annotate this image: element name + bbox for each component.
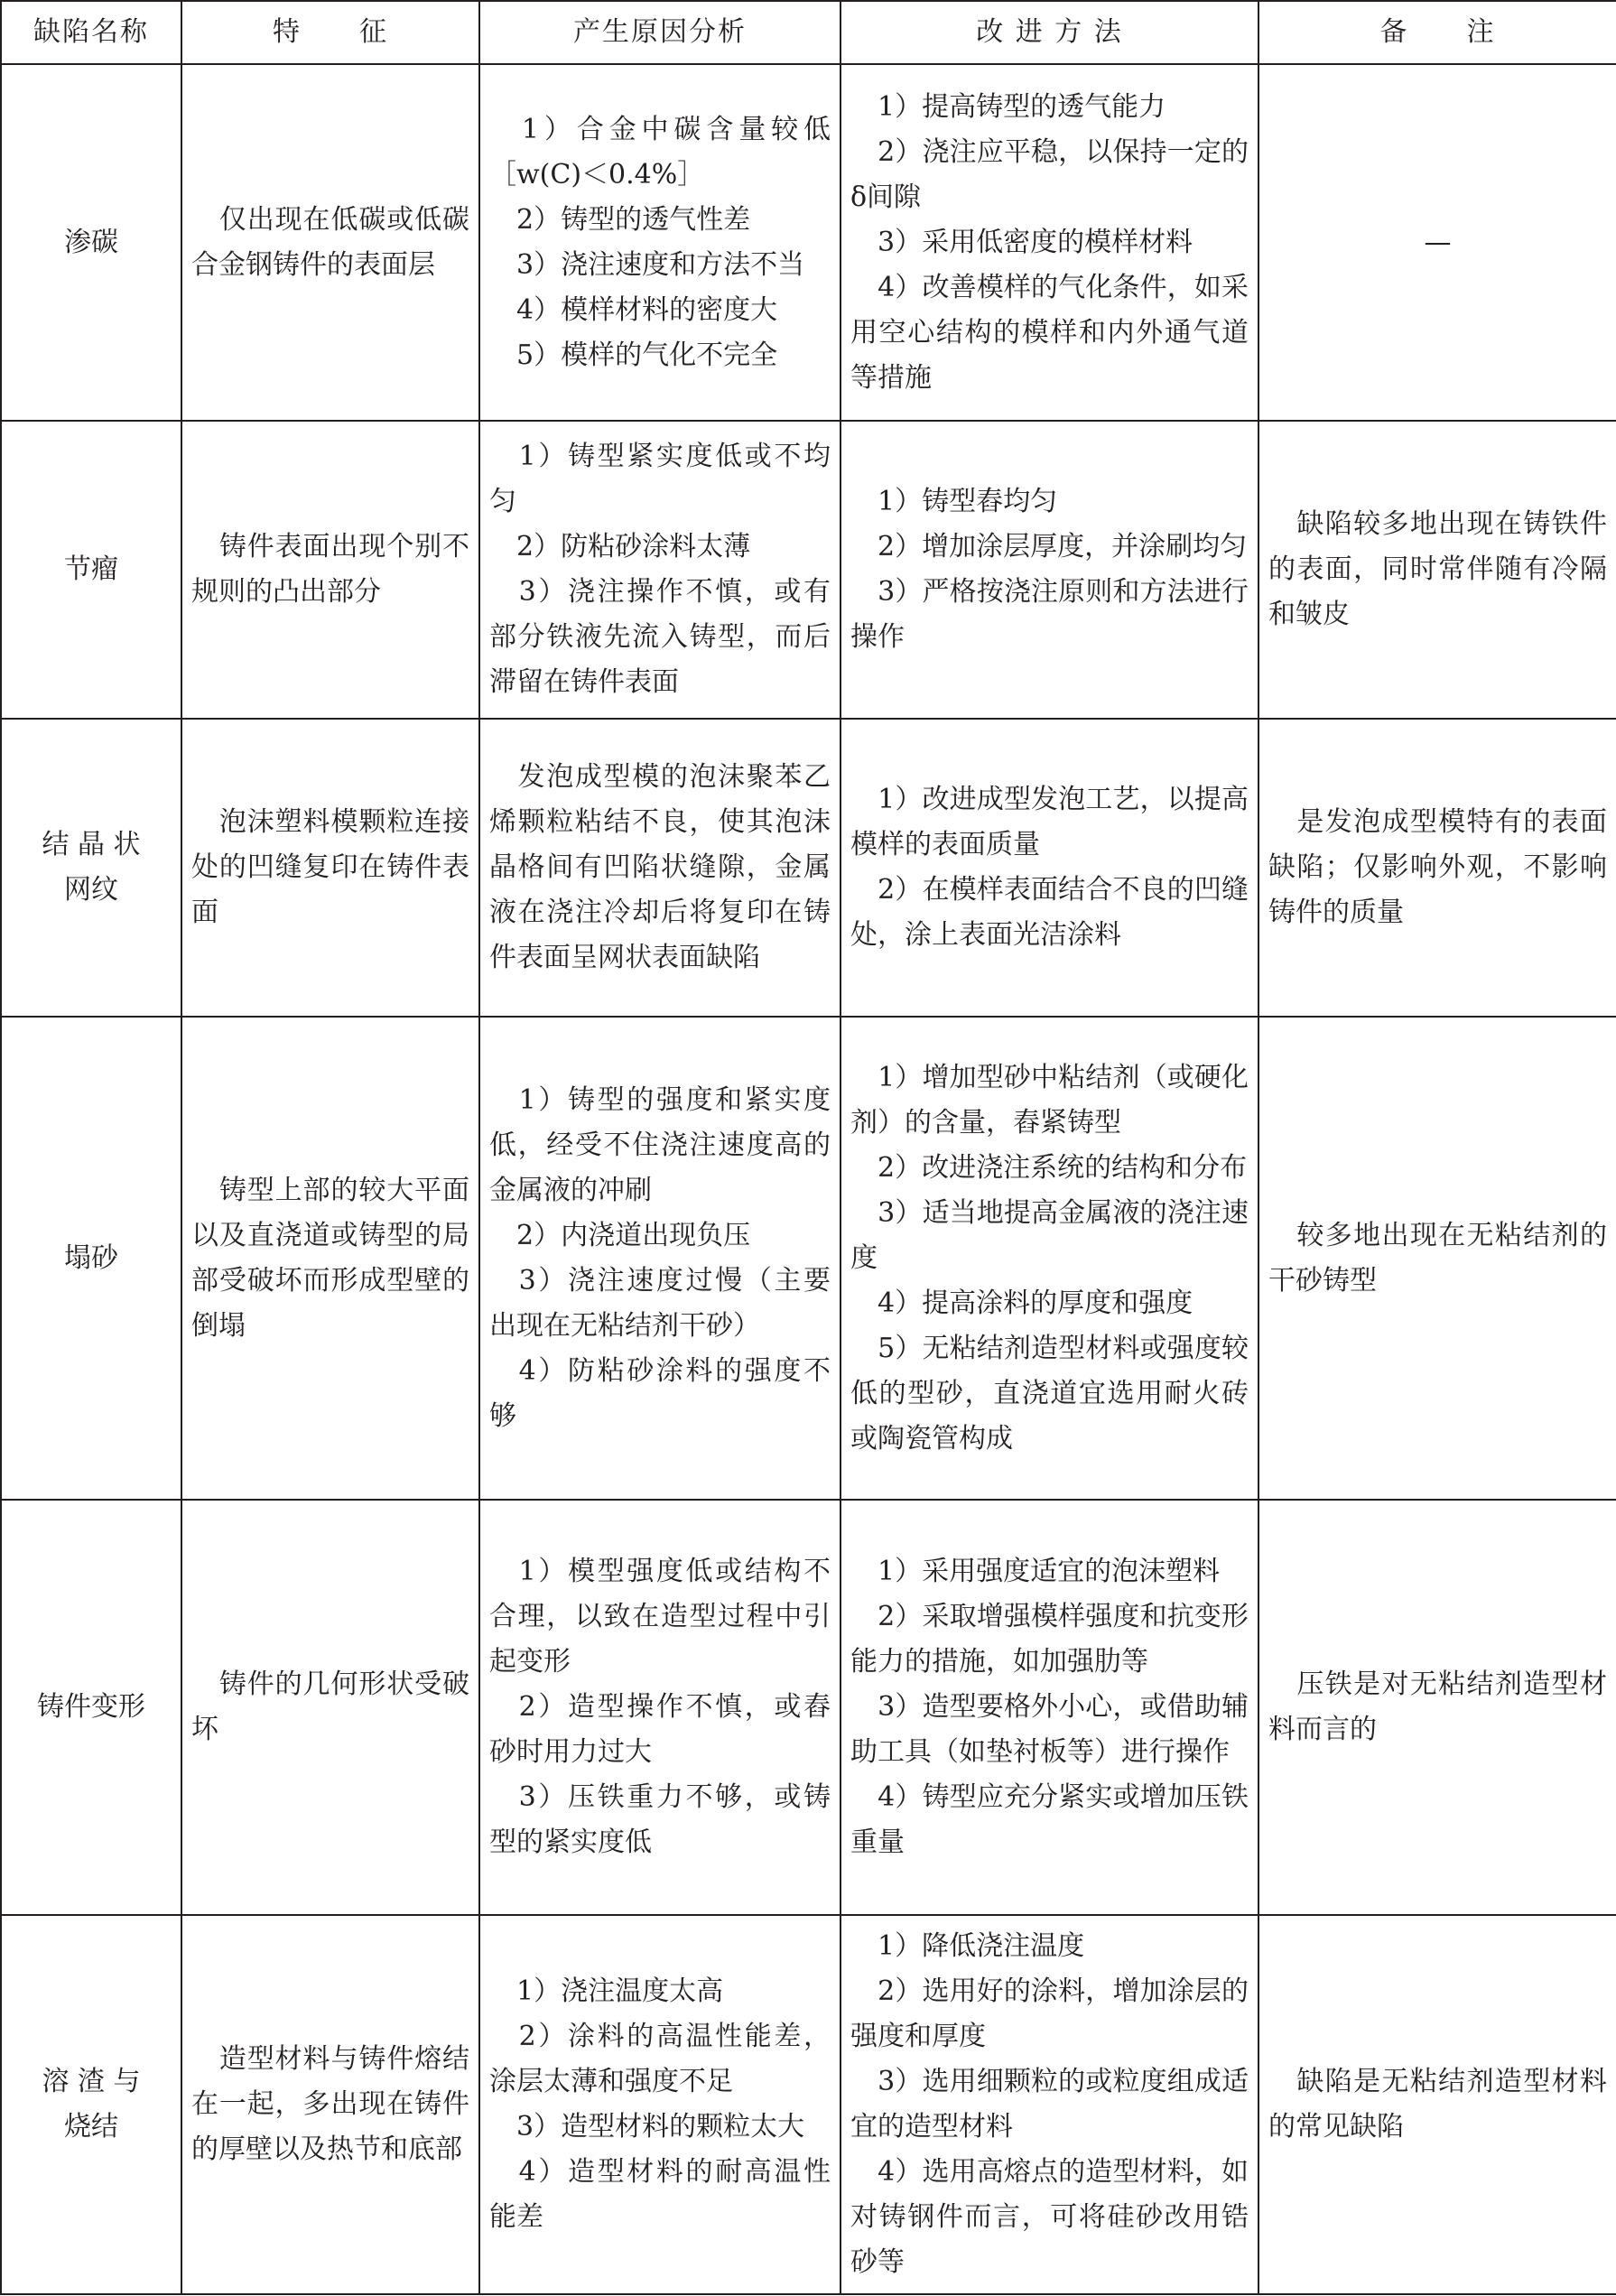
feature-cell: 仅出现在低碳或低碳合金钢铸件的表面层 xyxy=(181,64,479,421)
causes-cell: 1）铸型紧实度低或不均匀 2）防粘砂涂料太薄 3）浇注操作不慎，或有部分铁液先流入铸型，而后滞留在铸件表面 xyxy=(479,421,841,719)
defect-name-cell: 溶 渣 与 烧结 xyxy=(1,1915,181,2294)
defect-name-cell: 渗碳 xyxy=(1,64,181,421)
feature-cell: 铸件表面出现个别不规则的凸出部分 xyxy=(181,421,479,719)
defect-name-cell: 节瘤 xyxy=(1,421,181,719)
defect-name-cell: 塌砂 xyxy=(1,1017,181,1500)
methods-cell: 1）增加型砂中粘结剂（或硬化剂）的含量，舂紧铸型 2）改进浇注系统的结构和分布 3）适当地提高金属液的浇注速度 4）提高涂料的厚度和强度 5）无粘结剂造型材料或强度较低的型砂，直浇道宜选用耐火砖或陶瓷管构成 xyxy=(841,1017,1258,1500)
feature-cell: 造型材料与铸件熔结在一起，多出现在铸件的厚壁以及热节和底部 xyxy=(181,1915,479,2294)
table-row xyxy=(1,64,1616,421)
header-remark: 备 注 xyxy=(1258,1,1616,64)
remark-cell: 缺陷较多地出现在铸铁件的表面，同时常伴随有冷隔和皱皮 xyxy=(1258,421,1616,719)
table-row xyxy=(1,421,1616,719)
feature-cell: 铸型上部的较大平面以及直浇道或铸型的局部受破坏而形成型壁的倒塌 xyxy=(181,1017,479,1500)
causes-cell: 1）合金中碳含量较低［w(C)＜0.4%］ 2）铸型的透气性差 3）浇注速度和方法不当 4）模样材料的密度大 5）模样的气化不完全 xyxy=(479,64,841,421)
methods-cell: 1）铸型舂均匀 2）增加涂层厚度，并涂刷均匀 3）严格按浇注原则和方法进行操作 xyxy=(841,421,1258,719)
table-row xyxy=(1,1017,1616,1500)
remark-cell: 较多地出现在无粘结剂的干砂铸型 xyxy=(1258,1017,1616,1500)
header-row xyxy=(1,1,1616,64)
causes-cell: 1）浇注温度太高 2）涂料的高温性能差，涂层太薄和强度不足 3）造型材料的颗粒太大 4）造型材料的耐高温性能差 xyxy=(479,1915,841,2294)
header-feature: 特 征 xyxy=(181,1,479,64)
remark-cell: 缺陷是无粘结剂造型材料的常见缺陷 xyxy=(1258,1915,1616,2294)
methods-cell: 1）降低浇注温度 2）选用好的涂料，增加涂层的强度和厚度 3）选用细颗粒的或粒度组成适宜的造型材料 4）选用高熔点的造型材料，如对铸钢件而言，可将硅砂改用锆砂等 xyxy=(841,1915,1258,2294)
header-defect-name: 缺陷名称 xyxy=(1,1,181,64)
feature-cell: 铸件的几何形状受破坏 xyxy=(181,1500,479,1915)
methods-cell: 1）提高铸型的透气能力 2）浇注应平稳，以保持一定的δ间隙 3）采用低密度的模样材料 4）改善模样的气化条件，如采用空心结构的模样和内外通气道等措施 xyxy=(841,64,1258,421)
remark-cell: 是发泡成型模特有的表面缺陷；仅影响外观，不影响铸件的质量 xyxy=(1258,719,1616,1017)
remark-cell: 压铁是对无粘结剂造型材料而言的 xyxy=(1258,1500,1616,1915)
defect-name-cell: 结 晶 状 网纹 xyxy=(1,719,181,1017)
causes-cell: 1）模型强度低或结构不合理，以致在造型过程中引起变形 2）造型操作不慎，或舂砂时用力过大 3）压铁重力不够，或铸型的紧实度低 xyxy=(479,1500,841,1915)
remark-cell: — xyxy=(1258,64,1616,421)
causes-cell: 发泡成型模的泡沫聚苯乙烯颗粒粘结不良，使其泡沫晶格间有凹陷状缝隙，金属液在浇注冷却后将复印在铸件表面呈网状表面缺陷 xyxy=(479,719,841,1017)
methods-cell: 1）采用强度适宜的泡沫塑料 2）采取增强模样强度和抗变形能力的措施，如加强肋等 3）造型要格外小心，或借助辅助工具（如垫衬板等）进行操作 4）铸型应充分紧实或增加压铁重量 xyxy=(841,1500,1258,1915)
table-row xyxy=(1,1915,1616,2294)
header-improvement-method: 改 进 方 法 xyxy=(841,1,1258,64)
table-row xyxy=(1,1500,1616,1915)
defect-name-cell: 铸件变形 xyxy=(1,1500,181,1915)
methods-cell: 1）改进成型发泡工艺，以提高模样的表面质量 2）在模样表面结合不良的凹缝处，涂上表面光洁涂料 xyxy=(841,719,1258,1017)
table-row xyxy=(1,719,1616,1017)
feature-cell: 泡沫塑料模颗粒连接处的凹缝复印在铸件表面 xyxy=(181,719,479,1017)
header-cause-analysis: 产生原因分析 xyxy=(479,1,841,64)
causes-cell: 1）铸型的强度和紧实度低，经受不住浇注速度高的金属液的冲刷 2）内浇道出现负压 3）浇注速度过慢（主要出现在无粘结剂干砂） 4）防粘砂涂料的强度不够 xyxy=(479,1017,841,1500)
